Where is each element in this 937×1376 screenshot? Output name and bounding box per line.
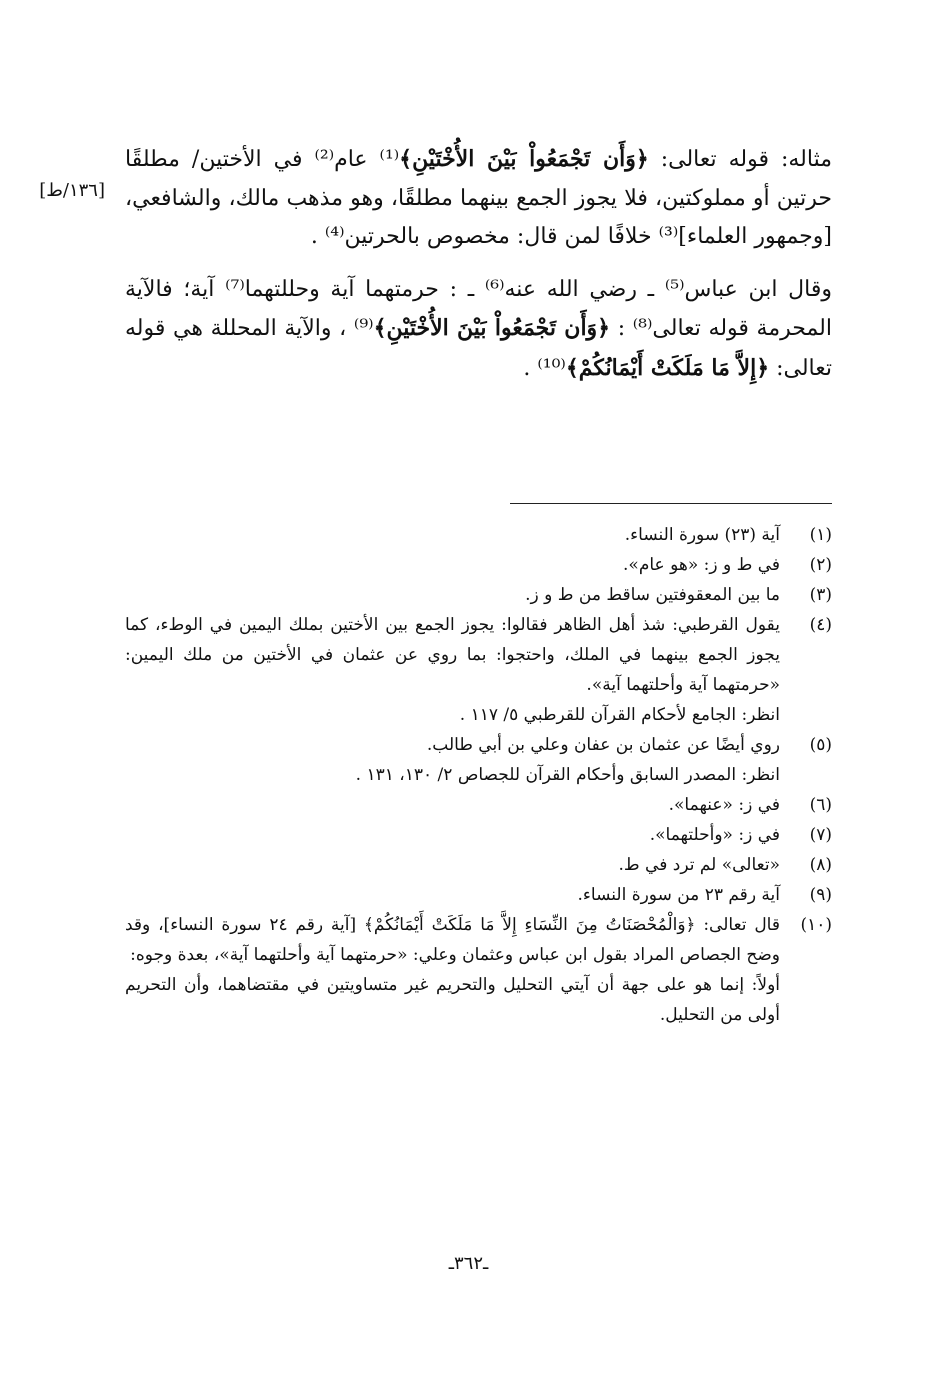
paragraph-1-text-b: ⁽¹⁾ عام⁽²⁾ في الأختين/ مطلقًا حرتين أو مملوكتين، فلا يجوز الجمع بينهما مطلقًا، وهو مذهب مالك، والشافعي، [وجمهور العلماء]⁽³⁾ خلافًا لمن قال: مخصوص بالحرتين⁽⁴⁾ . [125,147,832,249]
footnote [125,550,832,580]
quran-verse: ﴿إِلاَّ مَا مَلَكَتْ أَيْمَانُكُمْ﴾ [565,354,770,381]
paragraph-2-text-a: وقال ابن عباس⁽⁵⁾ ـ رضي الله عنه⁽⁶⁾ ـ : حرمتهما آية وحللتهما⁽⁷⁾ آية؛ فالآية المحرمة قوله تعالى⁽⁸⁾ : [125,276,832,341]
footnote-text [125,820,780,850]
footnote-text [125,610,780,730]
page-number: ـ٣٦٢ـ [448,1253,489,1274]
main-text [125,140,832,388]
footnote-line: في ط و ز: «هو عام». [623,555,780,575]
footnote-text [125,850,780,880]
footnote-number: (٢) [809,555,832,575]
quran-verse: ﴿وَأَن تَجْمَعُواْ بَيْنَ الأُخْتَيْنِ﴾ [399,146,649,172]
footnote-line: يقول القرطبي: شذ أهل الظاهر فقالوا: يجوز الجمع بين الأختين بملك اليمين في الوطء، كما يجوز الجمع بينهما في الملك، واحتجوا: بما روي عن عثمان في الأختين من ملك اليمين: «حرمتهما آية وأحلتهما آية». [125,615,780,695]
footnote-number: (٨) [809,855,832,875]
footnote-number: (٤) [809,615,832,635]
paragraph-2-text-b: ⁽⁹⁾ ، والآية المحللة هي قوله تعالى: [125,316,832,381]
footnote-line: أولاً: إنما هو على جهة أن آيتي التحليل والتحريم غير متساويتين في مقتضاهما، وأن التحريم أولى من التحليل. [125,975,780,1025]
footnote-line: انظر: الجامع لأحكام القرآن للقرطبي ٥/ ١١٧ . [459,705,780,725]
footnote [125,730,832,790]
footnote [125,820,832,850]
footnote-text [125,550,780,580]
quran-verse: ﴿وَأَن تَجْمَعُواْ بَيْنَ الأُخْتَيْنِ﴾ [373,315,611,341]
footnote-number: (٩) [809,885,832,905]
paragraph-1 [125,140,832,257]
footnote-line: «تعالى» لم ترد في ط. [618,855,780,875]
footnote-text [125,520,780,550]
footnote-number: (١٠) [800,915,832,935]
paragraph-2-text-c: ⁽¹⁰⁾ . [523,355,566,381]
footnote [125,580,832,610]
footnote [125,790,832,820]
footnote-number: (٦) [809,795,832,815]
footnote-text [125,790,780,820]
footnote-line: قال تعالى: ﴿وَالْمُحْصَنَاتُ مِنَ النِّسَاءِ إِلاَّ مَا مَلَكَتْ أَيْمَانُكُمْ﴾ [آية رقم ٢٤ سورة النساء]، وقد وضح الجصاص المراد بقول ابن عباس وعثمان وعلي: «حرمتهما آية وأحلتهما آية»، بعدة وجوه: [125,915,780,965]
footnote-number: (٣) [809,585,832,605]
footnote-line: آية رقم ٢٣ من سورة النساء. [577,885,780,905]
footnote-line: آية (٢٣) سورة النساء. [624,525,780,545]
footnote-number: (٧) [809,825,832,845]
footnote-line: في ز: «عنهما». [668,795,780,815]
footnote-text [125,580,780,610]
footnote [125,910,832,1030]
footnote-text [125,730,780,790]
footnote [125,880,832,910]
footnote-line: انظر: المصدر السابق وأحكام القرآن للجصاص ٢/ ١٣٠، ١٣١ . [355,765,780,785]
footnote-text [125,880,780,910]
footnote-line: ما بين المعقوفتين ساقط من ط و ز. [525,585,780,605]
footnote-number: (١) [809,525,832,545]
footnote [125,520,832,550]
footnote-line: روي أيضًا عن عثمان بن عفان وعلي بن أبي طالب. [426,735,780,755]
paragraph-1-text-a: مثاله: قوله تعالى: [648,147,832,172]
footnotes [125,520,832,1030]
margin-page-marker: [١٣٦/ط] [39,180,105,201]
footnote-line: في ز: «وأحلتهما». [649,825,780,845]
footnote-text [125,910,780,1030]
footnote [125,610,832,730]
footnote [125,850,832,880]
paragraph-2 [125,271,832,389]
footnote-separator [510,503,832,504]
footnote-number: (٥) [809,735,832,755]
